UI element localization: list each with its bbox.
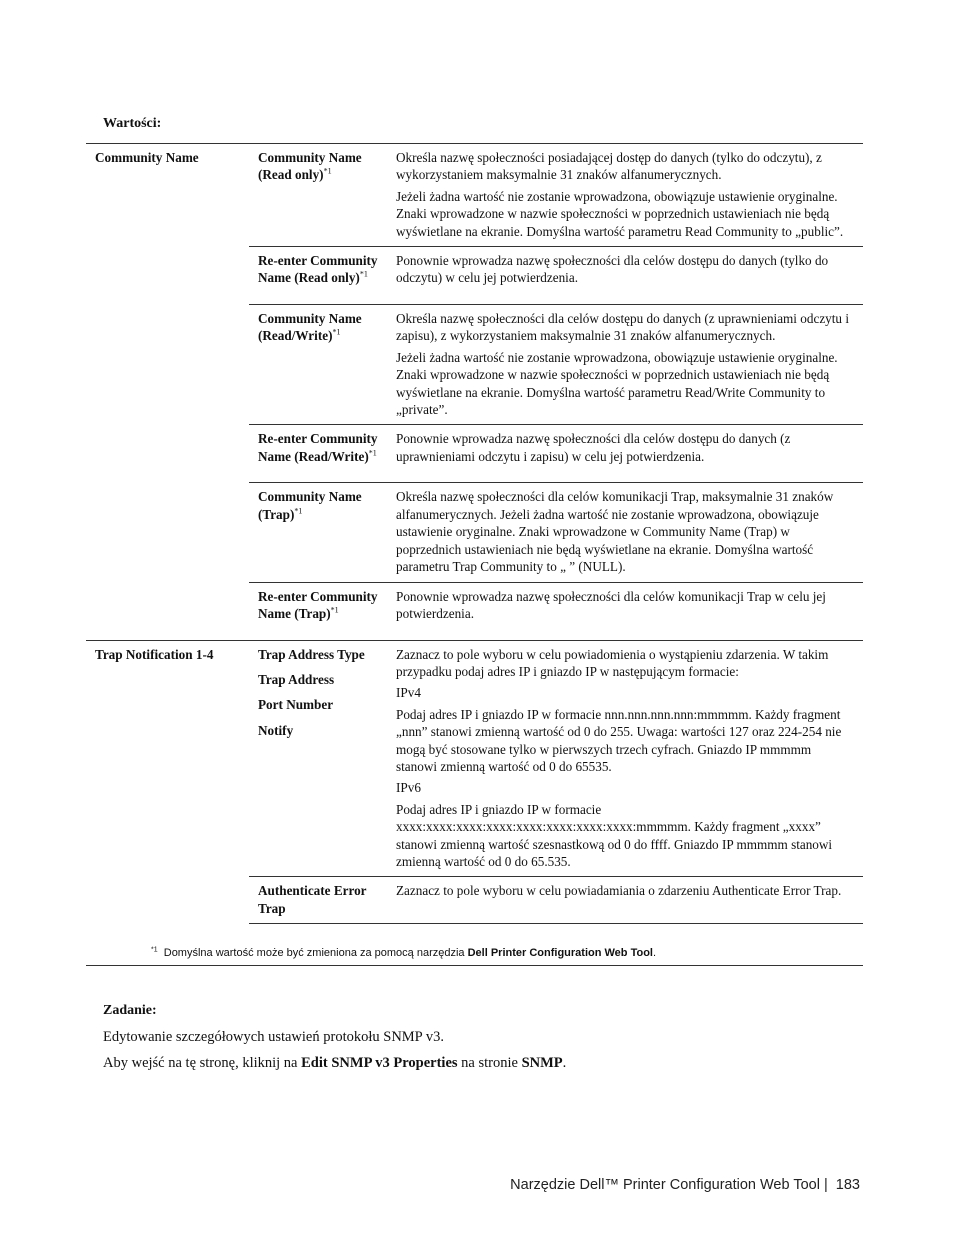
setting-reenter-community-name-read-only (249, 247, 388, 305)
footnote-ref: *1 (368, 448, 377, 458)
setting-label: Re-enter Community Name (Read only) (258, 253, 378, 286)
footer-title: Narzędzie Dell™ Printer Configuration Web Tool (510, 1177, 820, 1193)
description (388, 877, 863, 924)
setting-label: Community Name (Trap) (258, 489, 362, 522)
setting-label: Re-enter Community Name (Trap) (258, 588, 378, 621)
footer-separator: | (823, 1177, 828, 1193)
setting-label: Port Number (258, 697, 334, 713)
footnote-tool-name: Dell Printer Configuration Web Tool (467, 947, 653, 959)
description-text: Ponownie wprowadza nazwę społeczności dla celów dostępu do danych (z uprawnieniami odczytu i zapisu) w celu jej potwierdzenia. (396, 431, 791, 464)
setting-label: Notify (258, 722, 294, 738)
setting-community-name-trap (249, 483, 388, 582)
setting-label: Trap Address (258, 671, 335, 687)
description-text: Jeżeli żadna wartość nie zostanie wprowadzona, obowiązuje ustawienie oryginalne. Znaki wprowadzone w nazwie społeczności w poprzednich ustawieniach nie będą wyświetlane na ekranie. Domyślna wartość parametru Read/Write Community to „private”. (396, 349, 838, 418)
description-text: Określa nazwę społeczności dla celów komunikacji Trap, maksymalnie 31 znaków alfanumerycznych. Jeżeli żadna wartość nie zostanie wprowadzona, obowiązuje ustawienie oryginalne. Znaki wprowadzone w Community Name (Trap) w poprzednich ustawieniach nie będą wyświetlane na ekranie. Domyślna wartość parametru Trap Community to „ ” (NULL). (396, 489, 834, 575)
task-description: Edytowanie szczegółowych ustawień protokołu SNMP v3. (103, 1029, 444, 1045)
setting-reenter-community-name-trap (249, 582, 388, 640)
footnote-mark: *1 (151, 946, 158, 954)
group-trap-notification: Trap Notification 1-4 (86, 640, 249, 924)
setting-label: Trap Address Type (258, 646, 365, 662)
nav-page-snmp: SNMP (521, 1055, 563, 1071)
description (388, 305, 863, 425)
description-text: Określa nazwę społeczności dla celów dostępu do danych (z uprawnieniami odczytu i zapisu), z wykorzystaniem maksymalnie 31 znaków alfanumerycznych. (396, 311, 849, 344)
footnote-ref: *1 (294, 506, 303, 516)
description-text: IPv6 (396, 780, 421, 796)
setting-authenticate-error-trap: Authenticate Error Trap (249, 877, 388, 924)
task-navigation (103, 1055, 566, 1072)
description (388, 582, 863, 640)
section-label: Wartości: (103, 116, 162, 131)
description-text: Zaznacz to pole wyboru w celu powiadomienia o wystąpieniu zdarzenia. W takim przypadku podaj adres IP i gniazdo IP w następującym formacie: (396, 646, 829, 679)
footnote-ref: *1 (332, 328, 341, 338)
page-footer (510, 1177, 860, 1193)
nav-text: . (562, 1055, 567, 1071)
description-text: Ponownie wprowadza nazwę społeczności dla celów dostępu do danych (tylko do odczytu) w celu jej potwierdzenia. (396, 253, 829, 286)
description-text: Podaj adres IP i gniazdo IP w formacie nnn.nnn.nnn.nnn:mmmmm. Każdy fragment „nnn” stanowi zmienną wartość od 0 do 255. Uwaga: wartości 127 oraz 224-254 nie mogą być stosowane tylko w pierwszych trzech cyfrach. Gniazdo IP mmmmm stanowi zmienną wartość od 0 do 65535. (396, 706, 842, 774)
description (388, 640, 863, 877)
footnote-ref: *1 (359, 270, 368, 280)
description (388, 247, 863, 305)
setting-label: Community Name (Read only) (258, 150, 362, 183)
description-text: Ponownie wprowadza nazwę społeczności dla celów komunikacji Trap w celu jej potwierdzenia. (396, 588, 826, 621)
setting-label: Re-enter Community Name (Read/Write) (258, 431, 378, 464)
group-community-name: Community Name (86, 144, 249, 641)
nav-text: Aby wejść na tę stronę, kliknij na (103, 1055, 302, 1071)
footnote (86, 943, 863, 966)
values-table (86, 143, 863, 924)
description-text: Podaj adres IP i gniazdo IP w formacie xxxx:xxxx:xxxx:xxxx:xxxx:xxxx:xxxx:xxxx:mmmmm. Każdy fragment „xxxx” stanowi zmienną wartość szesnastkową od 0 do ffff. Gniazdo IP mmmmm stanowi zmienną wartość od 0 do 65.535. (396, 801, 833, 869)
task-heading: Zadanie: (103, 1003, 157, 1018)
description-text: Określa nazwę społeczności posiadającej dostęp do danych (tylko do odczytu), z wykorzystaniem maksymalnie 31 znaków alfanumerycznych. (396, 150, 822, 183)
setting-community-name-read-write (249, 305, 388, 425)
description-text: IPv4 (396, 685, 421, 701)
description-text: Zaznacz to pole wyboru w celu powiadamiania o zdarzeniu Authenticate Error Trap. (396, 883, 842, 899)
setting-reenter-community-name-read-write (249, 425, 388, 483)
footnote-ref: *1 (330, 605, 339, 615)
description (388, 144, 863, 247)
nav-text: na stronie (457, 1055, 522, 1071)
description (388, 483, 863, 582)
footnote-ref: *1 (323, 167, 332, 177)
setting-community-name-read-only (249, 144, 388, 247)
setting-trap-notification-fields (249, 640, 388, 877)
footnote-end: . (652, 947, 657, 959)
description-text: Jeżeli żadna wartość nie zostanie wprowadzona, obowiązuje ustawienie oryginalne. Znaki wprowadzone w nazwie społeczności w poprzednich ustawieniach nie będą wyświetlane na ekranie. Domyślna wartość parametru Read Community to „public”. (396, 188, 844, 239)
footnote-text (151, 947, 656, 959)
nav-link-edit-snmp-v3: Edit SNMP v3 Properties (301, 1055, 458, 1071)
description (388, 425, 863, 483)
page-number: 183 (835, 1177, 860, 1193)
table-row (86, 144, 863, 247)
table-row (86, 640, 863, 877)
setting-label: Community Name (Read/Write) (258, 311, 362, 344)
footnote-body: Domyślna wartość może być zmieniona za pomocą narzędzia (163, 947, 468, 959)
